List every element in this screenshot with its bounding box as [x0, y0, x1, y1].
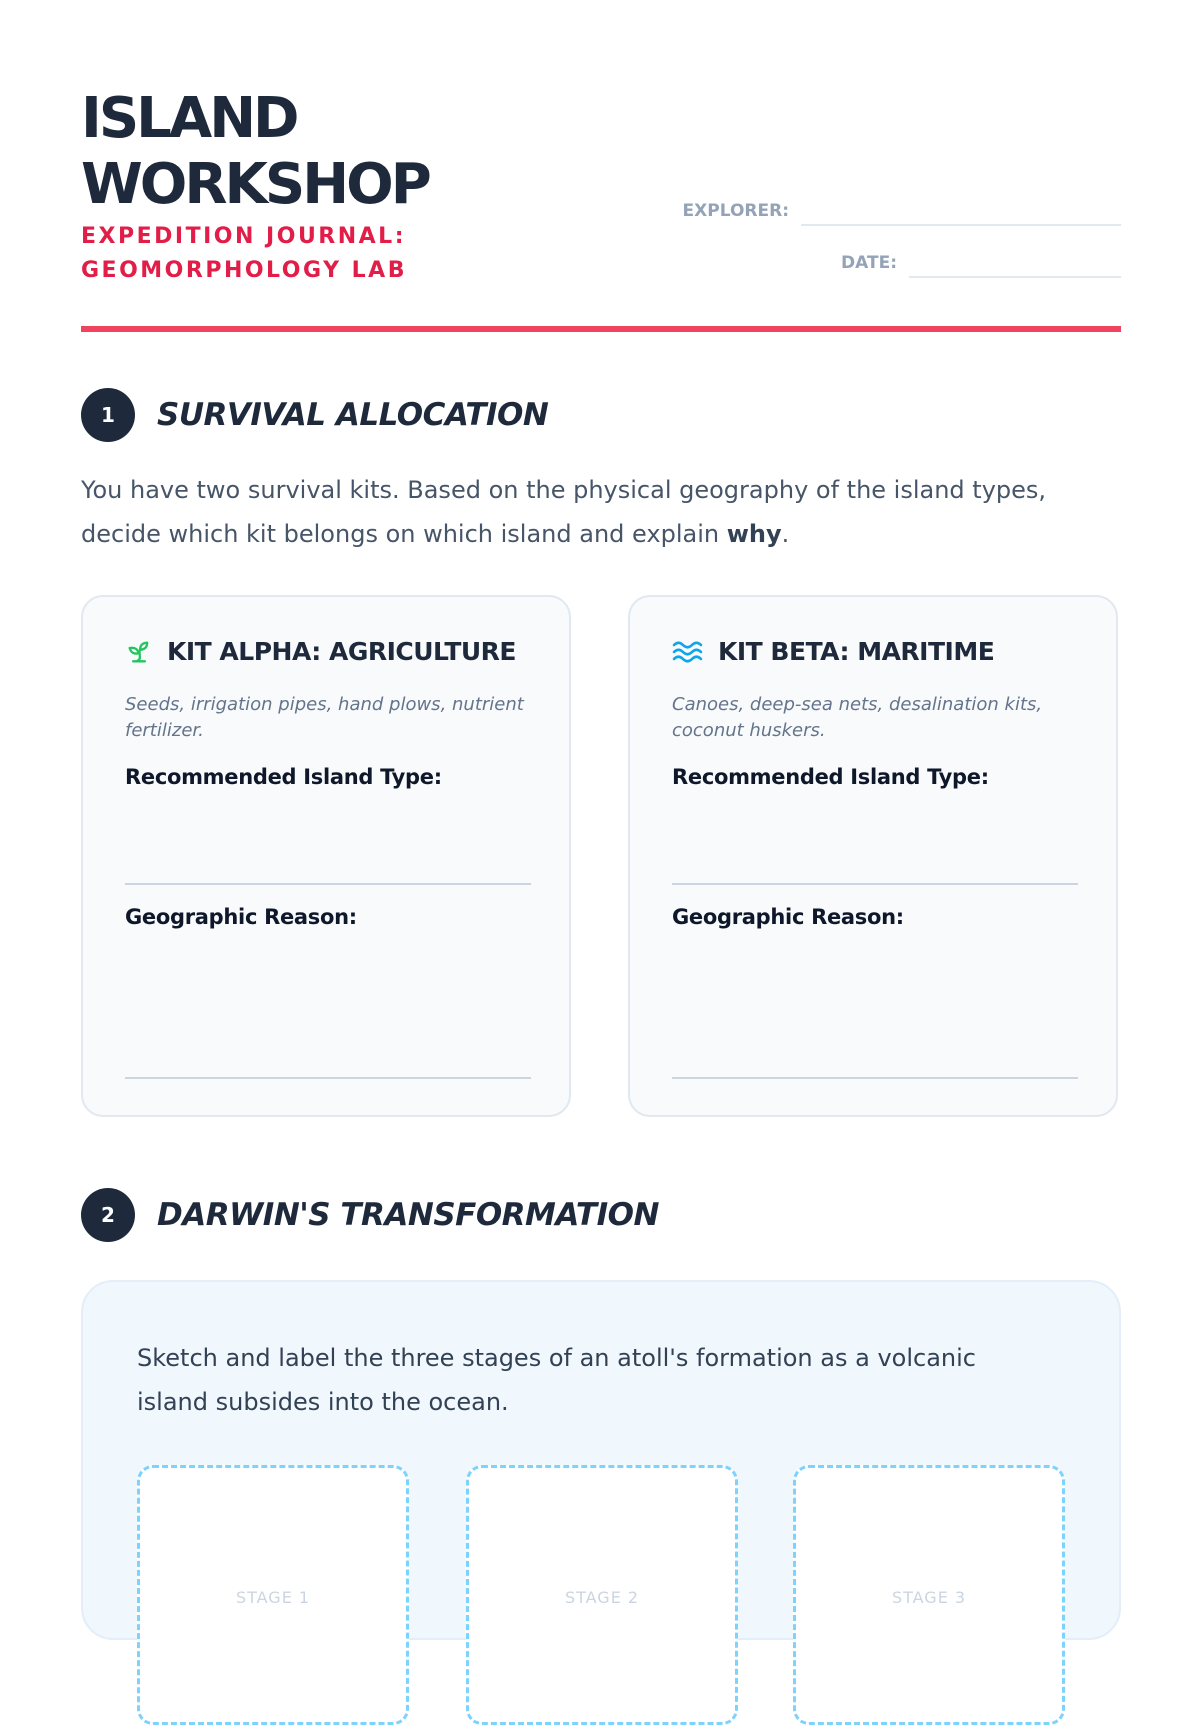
- explorer-input-line[interactable]: [801, 196, 1121, 226]
- atoll-sketch-panel: [81, 1280, 1121, 1640]
- section-1-number: 1: [81, 388, 135, 442]
- stage-2-sketch-box[interactable]: [466, 1465, 738, 1725]
- kit-beta-title: [672, 637, 994, 666]
- kit-alpha-island-type-label: Recommended Island Type:: [125, 765, 442, 789]
- kit-alpha-description: Seeds, irrigation pipes, hand plows, nutrient fertilizer.: [125, 694, 524, 741]
- section-2-instructions: Sketch and label the three stages of an atoll's formation as a volcanic island subsides into the ocean.: [137, 1344, 976, 1416]
- kit-beta-card: [628, 595, 1118, 1117]
- section-2-heading: [81, 1188, 659, 1242]
- kit-alpha-card: [81, 595, 571, 1117]
- kit-beta-reason-answer[interactable]: [672, 1077, 1078, 1079]
- kit-beta-reason-label: Geographic Reason:: [672, 905, 904, 929]
- stage-3-sketch-box[interactable]: [793, 1465, 1065, 1725]
- section-1-title: SURVIVAL ALLOCATION: [157, 397, 549, 433]
- date-field: [841, 248, 1121, 278]
- page-subtitle: EXPEDITION JOURNAL: GEOMORPHOLOGY LAB: [81, 224, 407, 283]
- stage-1-sketch-box[interactable]: [137, 1465, 409, 1725]
- kit-alpha-reason-label: Geographic Reason:: [125, 905, 357, 929]
- explorer-label: EXPLORER:: [682, 201, 789, 221]
- title-line-1: ISLAND: [81, 86, 297, 151]
- section-2-number: 2: [81, 1188, 135, 1242]
- kit-beta-island-type-label: Recommended Island Type:: [672, 765, 989, 789]
- header-divider: [81, 326, 1121, 332]
- waves-icon: [672, 638, 704, 666]
- page-title: [81, 86, 429, 218]
- kit-alpha-reason-answer[interactable]: [125, 1077, 531, 1079]
- kit-alpha-island-type-answer[interactable]: [125, 883, 531, 885]
- kit-beta-description: Canoes, deep-sea nets, desalination kits, coconut huskers.: [672, 694, 1043, 741]
- title-line-2: WORKSHOP: [81, 152, 429, 217]
- kit-beta-island-type-answer[interactable]: [672, 883, 1078, 885]
- intro-end: .: [781, 520, 790, 548]
- kit-alpha-title-text: KIT ALPHA: AGRICULTURE: [167, 637, 517, 666]
- date-input-line[interactable]: [909, 248, 1121, 278]
- kit-alpha-title: [125, 637, 516, 666]
- intro-emphasis: why: [726, 520, 782, 548]
- stage-1-label: STAGE 1: [235, 1588, 311, 1607]
- seedling-icon: [125, 638, 153, 666]
- date-label: DATE:: [841, 253, 897, 273]
- section-1-intro: [81, 468, 1121, 556]
- stage-2-label: STAGE 2: [564, 1588, 640, 1607]
- kit-beta-title-text: KIT BETA: MARITIME: [718, 637, 995, 666]
- section-2-title: DARWIN'S TRANSFORMATION: [157, 1197, 659, 1233]
- intro-text: You have two survival kits. Based on the physical geography of the island types, decide which kit belongs on which island and explain: [81, 476, 1047, 548]
- stage-3-label: STAGE 3: [891, 1588, 967, 1607]
- section-1-heading: [81, 388, 548, 442]
- explorer-field: [683, 196, 1121, 226]
